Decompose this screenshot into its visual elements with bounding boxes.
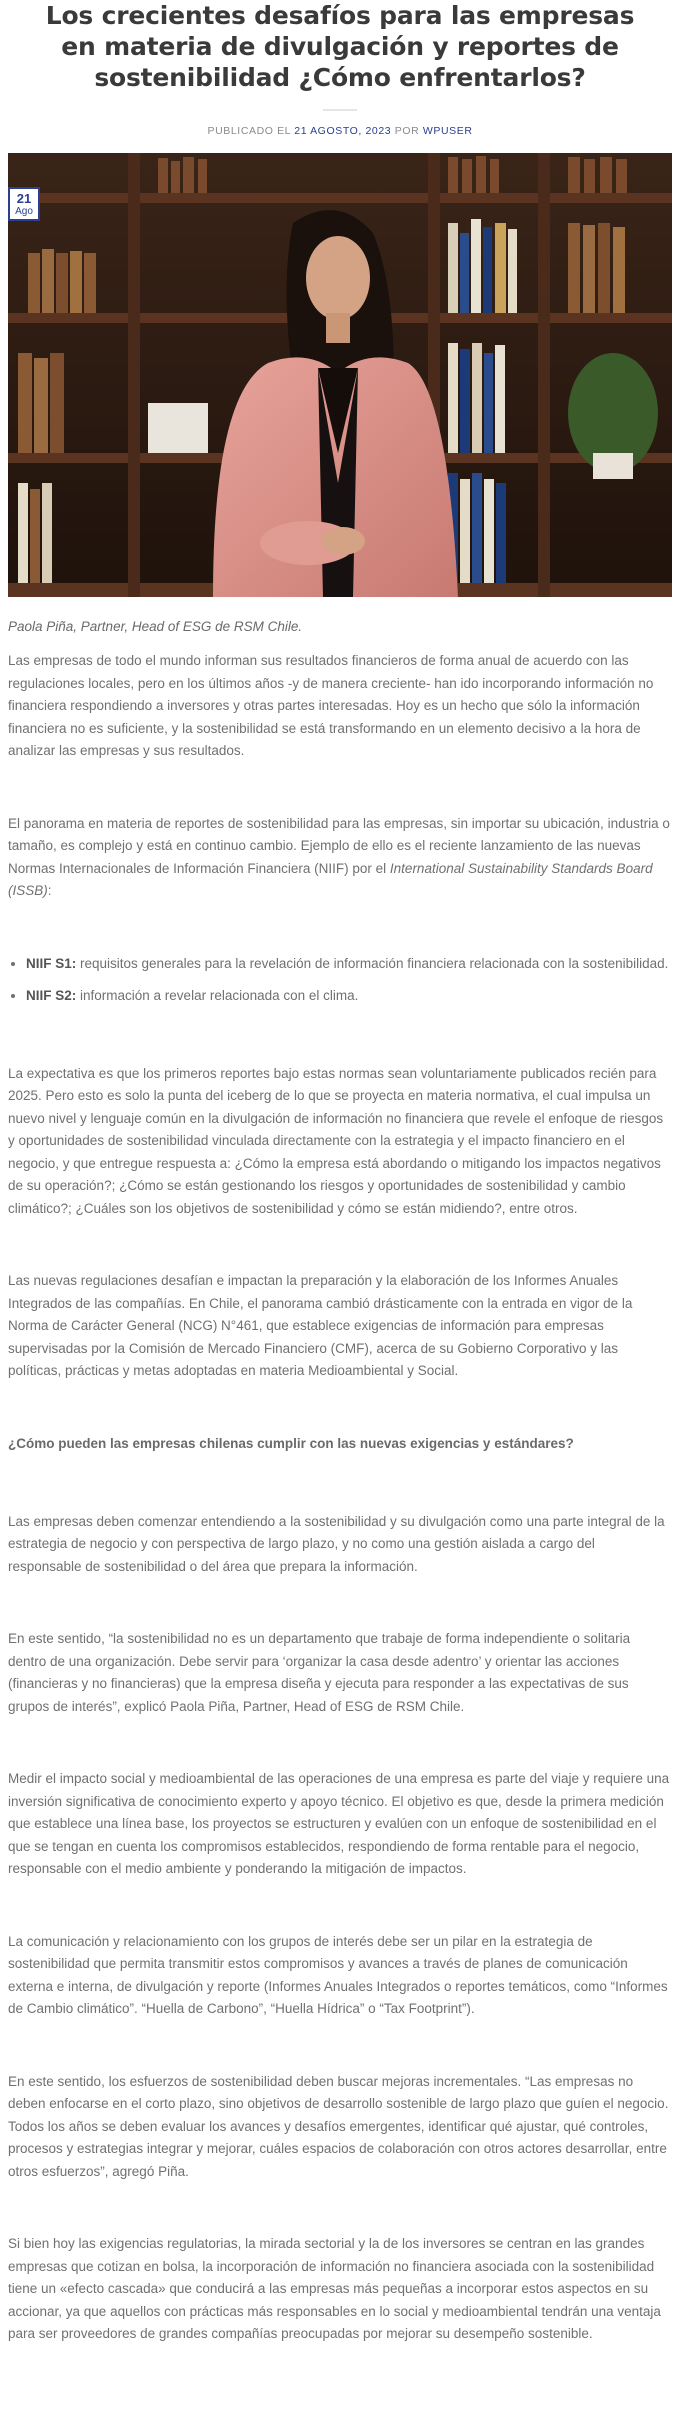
paragraph-2-text: El panorama en materia de reportes de sostenibilidad para las empresas, sin importar su ubicación, industria o tamaño, es complejo y está en continuo cambio. Ejemplo de ello es el reciente lanzamiento de las nuevas Normas Internacionales de Información Financiera (NIIF) por el bbox=[8, 815, 670, 876]
list-item bbox=[26, 985, 672, 1007]
badge-day: 21 bbox=[16, 191, 32, 206]
paragraph-10: Si bien hoy las exigencias regulatorias, la mirada sectorial y la de los inversores se centran en las grandes empresas que cotizan en bolsa, la incorporación de información no financiera asociada con la sostenibilidad tiene un «efecto cascada» que conducirá a las empresas más pequeñas a incorporar estos aspectos en su accionar, ya que aquellos con prácticas más responsables en lo social y medioambiental tendrán una ventaja para ser proveedores de grandes compañías preocupadas por mejorar su desempeño sostenible. bbox=[8, 2236, 661, 2341]
paragraph-2-end: : bbox=[47, 883, 52, 898]
meta-author-link[interactable]: WPUSER bbox=[422, 125, 473, 137]
meta-by: POR bbox=[394, 125, 420, 137]
paragraph-6: En este sentido, “la sostenibilidad no es un departamento que trabaje de forma independiente o solitaria dentro de una organización. Debe servir para ‘organizar la casa desde adentro’ y orientar las acciones (financieras y no financieras) que la empresa diseña y ejecuta para responder a las expectativas de sus grupos de interés”, explicó Paola Piña, Partner, Head of ESG de RSM Chile. bbox=[8, 1631, 631, 1714]
meta-date-link[interactable]: 21 AGOSTO, 2023 bbox=[294, 125, 392, 137]
meta-prefix: PUBLICADO EL bbox=[207, 125, 291, 137]
paragraph-9: En este sentido, los esfuerzos de sostenibilidad deben buscar mejoras incrementales. “Las empresas no deben enfocarse en el corto plazo, sino objetivos de desarrollo sostenible de largo plazo que guíen el negocio. Todos los años se deben evaluar los avances y desafíos emergentes, identificar qué ajustar, qué controles, procesos y estrategias integrar y mejorar, cuáles espacios de colaboración con otros actores desarrollar, entre otros esfuerzos”, agregó Piña. bbox=[8, 2073, 669, 2179]
niif-list bbox=[8, 953, 672, 1007]
niif-s1-name: NIIF S1: bbox=[26, 955, 77, 971]
niif-s1-text: requisitos generales para la revelación de información financiera relacionada con la sostenibilidad. bbox=[76, 955, 669, 971]
niif-s2-text: información a revelar relacionada con el clima. bbox=[76, 987, 359, 1003]
badge-month: Ago bbox=[15, 206, 33, 217]
image-caption: Paola Piña, Partner, Head of ESG de RSM Chile. bbox=[8, 619, 303, 634]
paragraph-7: Medir el impacto social y medioambiental de las operaciones de una empresa es parte del viaje y requiere una inversión significativa de conocimiento experto y apoyo técnico. El objetivo es que, desde la primera medición que establece una línea base, los proyectos se estructuren y evalúen con un enfoque de sostenibilidad en el que se tengan en cuenta los compromisos establecidos, respondiendo de forma rentable para el negocio, responsable con el medio ambiente y ponderando la mitigación de impactos. bbox=[8, 1771, 670, 1876]
date-badge bbox=[8, 187, 40, 221]
featured-image bbox=[8, 153, 672, 597]
list-item bbox=[26, 953, 672, 975]
paragraph-5: Las empresas deben comenzar entendiendo a la sostenibilidad y su divulgación como una parte integral de la estrategia de negocio y con perspectiva de largo plazo, y no como una gestión aislada a cargo del responsable de sostenibilidad o del área que prepara la información. bbox=[8, 1513, 665, 1574]
paragraph-2 bbox=[8, 813, 672, 903]
paragraph-4: Las nuevas regulaciones desafían e impactan la preparación y la elaboración de los Informes Anuales Integrados de las compañías. En Chile, el panorama cambió drásticamente con la entrada en vigor de la Norma de Carácter General (NCG) N°461, que establece exigencias de información para empresas supervisadas por la Comisión de Mercado Financiero (CMF), acerca de su Gobierno Corporativo y las políticas, prácticas y metas adoptadas en materia Medioambiental y Social. bbox=[8, 1273, 633, 1378]
portrait-illustration bbox=[8, 153, 672, 597]
title-divider bbox=[323, 109, 357, 111]
issb-name: International Sustainability Standards Board (ISSB) bbox=[8, 860, 653, 898]
niif-s2-name: NIIF S2: bbox=[26, 987, 77, 1003]
paragraph-3: La expectativa es que los primeros reportes bajo estas normas sean voluntariamente publicados recién para 2025. Pero esto es solo la punta del iceberg de lo que se proyecta en materia normativa, el cual impulsa un nuevo nivel y lenguaje común en la divulgación de información no financiera que revele el enfoque de riesgos y oportunidades de sostenibilidad vinculada directamente con la estrategia y el impacto financiero en el negocio, y que entregue respuesta a: ¿Cómo la empresa está abordando o mitigando los impactos negativos de su operación?; ¿Cómo se están gestionando los riesgos y oportunidades de sostenibilidad y cambio climático?; ¿Cuáles son los objetivos de sostenibilidad y cómo se están midiendo?, entre otros. bbox=[8, 1065, 664, 1216]
page-title: Los crecientes desafíos para las empresas en materia de divulgación y reportes de sostenibilidad ¿Cómo enfrentarlos? bbox=[45, 1, 635, 92]
post-meta bbox=[8, 125, 672, 137]
section-heading: ¿Cómo pueden las empresas chilenas cumplir con las nuevas exigencias y estándares? bbox=[8, 1435, 574, 1451]
paragraph-8: La comunicación y relacionamiento con los grupos de interés debe ser un pilar en la estrategia de sostenibilidad que permita transmitir estos compromisos y avances a través de planes de comunicación externa e interna, de divulgación y reporte (Informes Anuales Integrados o reportes temáticos, como “Informes de Cambio climático”. “Huella de Carbono”, “Huella Hídrica” o “Tax Footprint”). bbox=[8, 1933, 668, 2016]
paragraph-1: Las empresas de todo el mundo informan sus resultados financieros de forma anual de acuerdo con las regulaciones locales, pero en los últimos años -y de manera creciente- han ido incorporando información no financiera respondiendo a inversores y otras partes interesadas. Hoy es un hecho que sólo la información financiera no es suficiente, y la sostenibilidad se está transformando en un elemento decisivo a la hora de analizar las empresas y sus resultados. bbox=[8, 653, 654, 758]
